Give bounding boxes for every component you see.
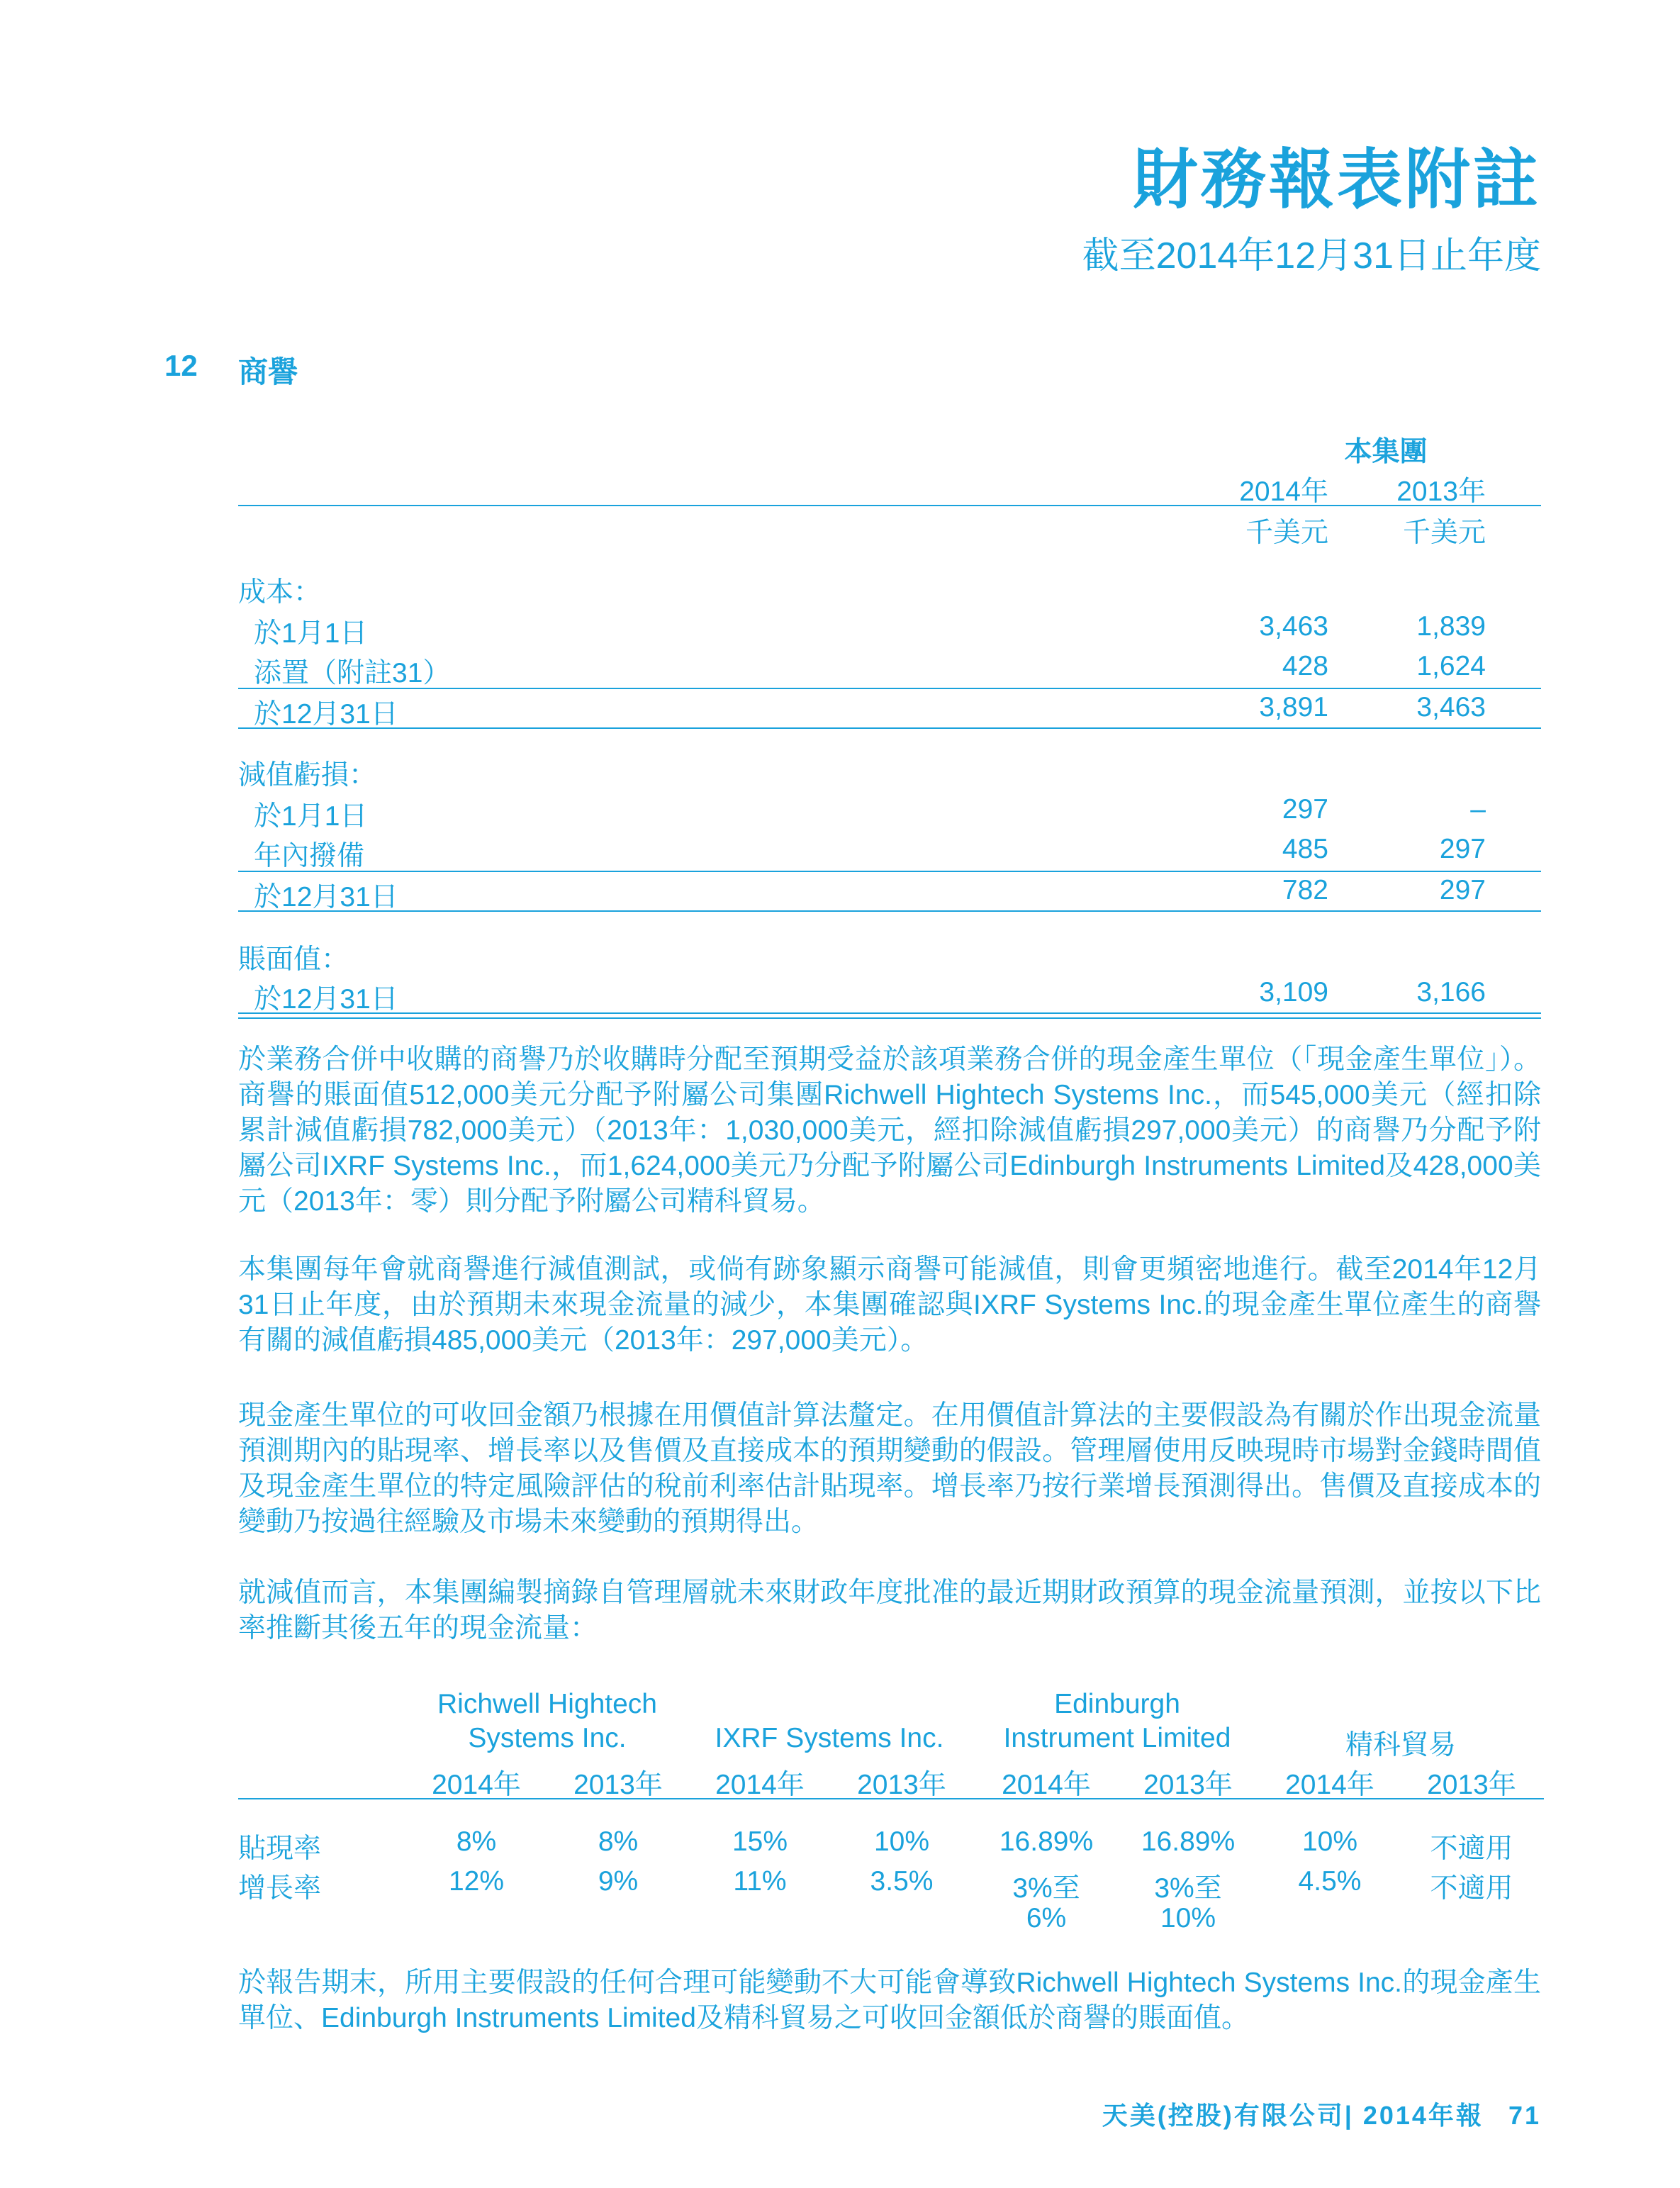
section-title: 商譽 xyxy=(238,355,298,389)
table-cell: 3,109 xyxy=(1259,977,1328,1008)
table-cell: 297 xyxy=(1439,875,1486,905)
table-row-label: 添置（附註31） xyxy=(254,658,451,688)
section-number: 12 xyxy=(164,349,198,382)
table-row-label: 於12月31日 xyxy=(254,984,398,1015)
table-cell: 16.89% xyxy=(1141,1826,1236,1857)
year-header: 2014年 xyxy=(715,1770,805,1800)
table-cell: 6% xyxy=(1026,1903,1067,1933)
paragraph-allocation: 於業務合併中收購的商譽乃於收購時分配至預期受益於該項業務合併的現金產生單位（「現金產生單位」）。商譽的賬面值512,000美元分配予附屬公司集團Richwell Hightech Systems Inc.，而545,000美元（經扣除累計減值虧損782,000美元）（2013年：1,030,000美元，經扣除減值虧損297,000美元）的商譽乃分配予附屬公司IXRF Systems Inc.，而1,624,000美元乃分配予附屬公司Edinburgh Instruments Limited及428,000美元（2013年：零）則分配予附屬公司精科貿易。 xyxy=(238,1044,1541,1217)
table-cell: 1,839 xyxy=(1416,611,1486,642)
header-year-2014: 2014年 xyxy=(1239,476,1328,507)
table-cell: 1,624 xyxy=(1416,651,1486,681)
table-cell: 3,891 xyxy=(1259,692,1328,722)
table-cell: 8% xyxy=(598,1826,639,1857)
company-header: Instrument Limited xyxy=(1003,1723,1231,1753)
header-divider xyxy=(238,505,1541,506)
group-label: 本集團 xyxy=(1344,437,1428,467)
rates-header-divider xyxy=(238,1798,1544,1799)
paragraph-impairment-test: 本集團每年會就商譽進行減值測試，或倘有跡象顯示商譽可能減值，則會更頻密地進行。截至2014年12月31日止年度，由於預期未來現金流量的減少，本集團確認與IXRF Systems Inc.的現金產生單位產生的商譽有關的減值虧損485,000美元（2013年：297,000美元）。 xyxy=(238,1254,1541,1356)
table-cell: 297 xyxy=(1439,834,1486,864)
table-cell: 485 xyxy=(1282,834,1328,864)
table-cell: 8% xyxy=(456,1826,497,1857)
table-cell: 11% xyxy=(733,1866,787,1897)
table-cell: 297 xyxy=(1282,794,1328,825)
table-cell: 4.5% xyxy=(1298,1866,1362,1897)
header-unit-2013: 千美元 xyxy=(1402,518,1486,548)
impairment-label: 減值虧損： xyxy=(238,760,377,791)
year-header: 2013年 xyxy=(1427,1770,1516,1800)
table-cell: 3,166 xyxy=(1416,977,1486,1008)
table-cell: 15% xyxy=(732,1826,788,1857)
company-header: Richwell Hightech xyxy=(437,1689,657,1719)
table-row-label: 於1月1日 xyxy=(254,801,368,832)
table-cell: 12% xyxy=(448,1866,505,1897)
page-number: 71 xyxy=(1508,2101,1541,2130)
discount-rate-label: 貼現率 xyxy=(238,1833,322,1864)
table-cell: 不適用 xyxy=(1430,1873,1513,1904)
table-cell: 10% xyxy=(1301,1826,1358,1857)
paragraph-recoverable-amount: 現金產生單位的可收回金額乃根據在用價值計算法釐定。在用價值計算法的主要假設為有關於作出現金流量預測期內的貼現率、增長率以及售價及直接成本的預期變動的假設。管理層使用反映現時市場對金錢時間值及現金產生單位的特定風險評估的稅前利率估計貼現率。增長率乃按行業增長預測得出。售價及直接成本的變動乃按過往經驗及市場未來變動的預期得出。 xyxy=(238,1400,1541,1537)
carrying-label: 賬面值： xyxy=(238,944,349,975)
table-cell: 428 xyxy=(1282,651,1328,681)
company-header: Edinburgh xyxy=(1054,1689,1180,1719)
row-divider xyxy=(238,910,1541,912)
company-header: IXRF Systems Inc. xyxy=(715,1723,944,1753)
page-subtitle: 截至2014年12月31日止年度 xyxy=(1082,235,1541,277)
table-cell: 10% xyxy=(1160,1903,1216,1933)
year-header: 2014年 xyxy=(1285,1770,1374,1800)
table-row-label: 於12月31日 xyxy=(254,699,398,730)
table-row-label: 年內撥備 xyxy=(254,841,365,871)
table-row-label: 於12月31日 xyxy=(254,882,398,912)
year-header: 2014年 xyxy=(1002,1770,1091,1800)
growth-rate-label: 增長率 xyxy=(238,1873,322,1904)
row-divider xyxy=(238,727,1541,729)
table-cell: 3,463 xyxy=(1416,692,1486,722)
double-divider-top xyxy=(238,1012,1541,1014)
cost-label: 成本： xyxy=(238,577,322,608)
table-cell: 3,463 xyxy=(1259,611,1328,642)
company-header: Systems Inc. xyxy=(468,1723,627,1753)
header-unit-2014: 千美元 xyxy=(1245,518,1328,548)
page-title: 財務報表附註 xyxy=(1132,144,1541,216)
paragraph-cash-flow: 就減值而言，本集團編製摘錄自管理層就未來財政年度批准的最近期財政預算的現金流量預測，並按以下比率推斷其後五年的現金流量： xyxy=(238,1578,1541,1643)
year-header: 2014年 xyxy=(432,1770,521,1800)
table-cell: 3%至 xyxy=(1154,1873,1222,1904)
row-divider xyxy=(238,871,1541,872)
header-year-2013: 2013年 xyxy=(1396,476,1486,507)
paragraph-sensitivity: 於報告期末，所用主要假設的任何合理可能變動不大可能會導致Richwell Hightech Systems Inc.的現金產生單位、Edinburgh Instruments Limited及精科貿易之可收回金額低於商譽的賬面值。 xyxy=(238,1967,1541,2033)
year-header: 2013年 xyxy=(1143,1770,1233,1800)
table-cell: 10% xyxy=(873,1826,930,1857)
table-row-label: 於1月1日 xyxy=(254,618,368,649)
year-header: 2013年 xyxy=(857,1770,946,1800)
company-header: 精科貿易 xyxy=(1345,1730,1456,1760)
table-cell: 9% xyxy=(598,1866,639,1897)
table-cell: 16.89% xyxy=(999,1826,1094,1857)
table-cell: – xyxy=(1470,794,1486,825)
year-header: 2013年 xyxy=(573,1770,663,1800)
table-cell: 3.5% xyxy=(870,1866,934,1897)
table-cell: 3%至 xyxy=(1012,1873,1080,1904)
double-divider-bottom xyxy=(238,1017,1541,1019)
footer-text: 天美(控股)有限公司| 2014年報 xyxy=(1102,2101,1484,2130)
table-cell: 不適用 xyxy=(1430,1833,1513,1864)
footer xyxy=(1102,2096,1541,2132)
row-divider xyxy=(238,688,1541,689)
table-cell: 782 xyxy=(1282,875,1328,905)
